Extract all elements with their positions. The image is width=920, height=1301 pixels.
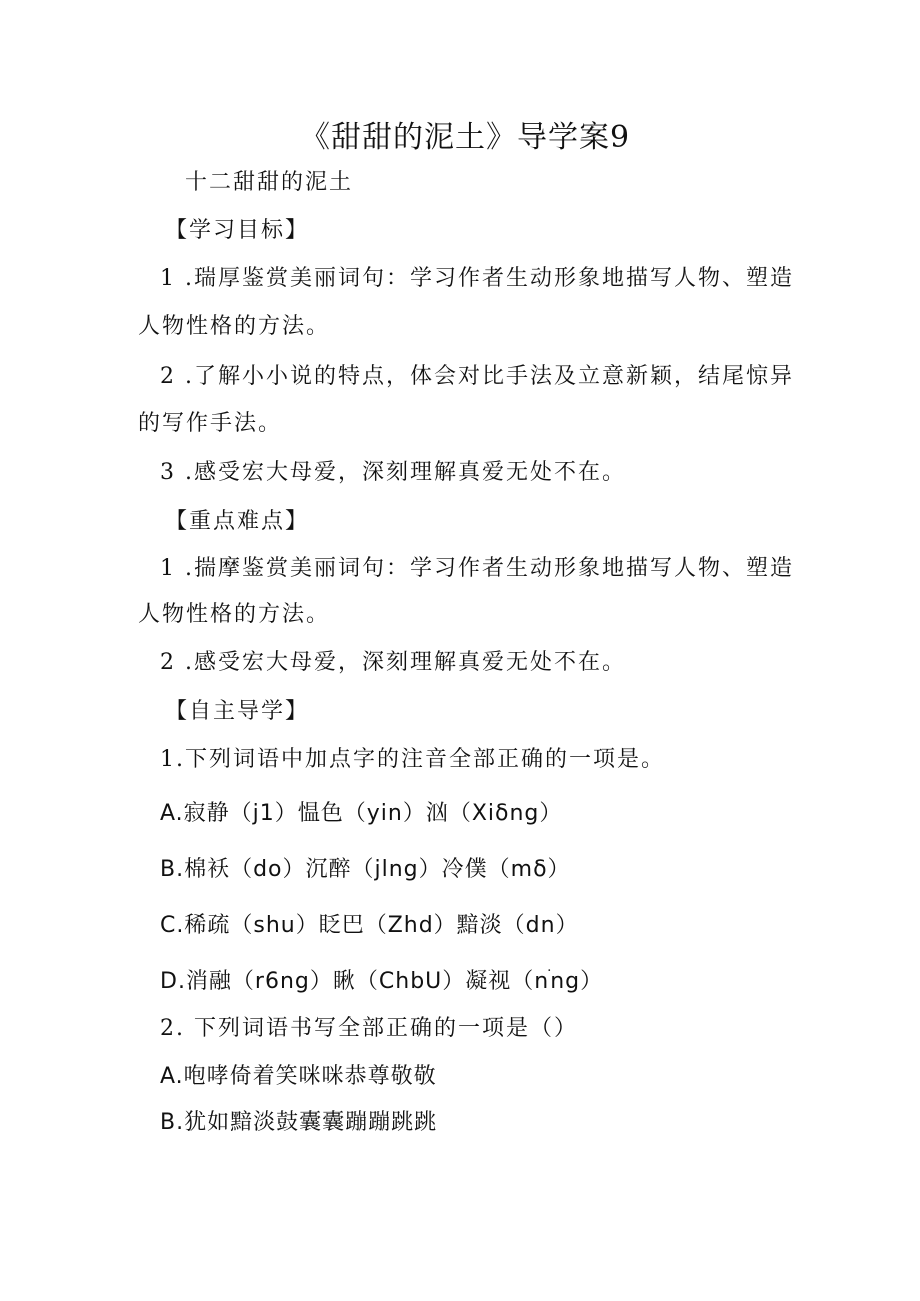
section-heading-self-study: 【自主导学】 (165, 699, 310, 724)
key-point-1-line-2: 人物性格的方法。 (138, 602, 331, 627)
question-1-option-d: D.消融（r6ng）瞅（ChbU）凝视（nׄng） (160, 969, 604, 994)
section-heading-objectives: 【学习目标】 (165, 218, 310, 243)
objective-2-line-1: 2 .了解小小说的特点，体会对比手法及立意新颖，结尾惊异 (160, 364, 794, 389)
objective-3: 3 .感受宏大母爱，深刻理解真爱无处不在。 (160, 460, 626, 485)
question-2-option-a: A.咆哮倚着笑咪咪恭尊敬敬 (160, 1064, 437, 1089)
objective-1-line-2: 人物性格的方法。 (138, 314, 331, 339)
question-1-option-c: C.稀疏（shu）眨巴（Zhd）黯淡（dn） (160, 913, 579, 938)
subtitle: 十二甜甜的泥土 (185, 170, 354, 195)
question-2-option-b: B.犹如黯淡鼓囊囊蹦蹦跳跳 (160, 1110, 438, 1135)
question-1-option-a: A.寂静（j1）愠色（yin）汹（Xiδng） (160, 801, 563, 826)
objective-1-line-1: 1 .瑞厚鉴赏美丽词句：学习作者生动形象地描写人物、塑造 (160, 266, 794, 291)
objective-2-line-2: 的写作手法。 (138, 411, 283, 436)
question-2-stem: 2. 下列词语书写全部正确的一项是（） (160, 1016, 578, 1041)
key-point-1-line-1: 1 .揣摩鉴赏美丽词句：学习作者生动形象地描写人物、塑造 (160, 556, 794, 581)
question-1-option-b: B.棉袄（do）沉醉（jlng）冷僕（mδ） (160, 857, 571, 882)
page-title: 《甜甜的泥土》导学案9 (300, 120, 631, 155)
section-heading-key-points: 【重点难点】 (165, 509, 310, 534)
key-point-2: 2 .感受宏大母爱，深刻理解真爱无处不在。 (160, 650, 626, 675)
question-1-stem: 1.下列词语中加点字的注音全部正确的一项是。 (160, 747, 665, 772)
